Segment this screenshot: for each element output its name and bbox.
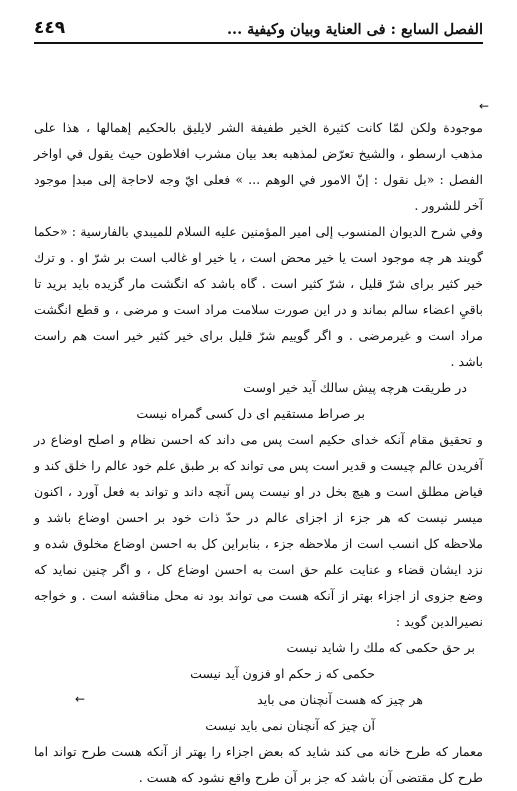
- verse-block-1: [34, 401, 483, 427]
- header-rule: [34, 42, 483, 44]
- continuation-arrow-icon: ←: [478, 99, 489, 113]
- paragraph-4: و تحقيق مقام آنكه خداى حكيم است پس مى داند كه احسن نظام و اصلح اوضاع در آفريدن عالم چيست و قدير است پس مى تواند كه بر طبق علم خود عالم را خلق كند و فياض مطلق است و هيچ بخل در او نيست پس آنچه داند و تواند به فعل آورد ، اكنون ميسر نيست كه هر جزء از اجزاى عالم در حدّ ذات خود بر احسن اوضاع باشد و ملاحظه كل انسب است از ملاحظه جزء ، بنابراين كل به احسن اوضاع مخلوق شده و نزد ايشان قضاء و عنايت علم حق است به احسن اوضاع كل ، و اگر چنين نمايد كه وضع جزوى از اجزاء بهتر از آنكه هست مى تواند بود نه محل مناقشه است . و خواجه نصيرالدين گويد :: [34, 432, 483, 629]
- verse-line-5: آن چيز كه آنچنان نمى بايد نيست: [205, 718, 375, 733]
- paragraph-5: معمار كه طرح خانه مى كند شايد كه بعض اجزاء را بهتر از آنكه هست طرح تواند اما طرح كل مقتضى آن باشد كه جز بر آن طرح واقع نشود كه هست .: [34, 744, 483, 785]
- paragraph-1: موجودة ولكن لمّا كانت كثيرة الخير طفيفة الشر لايليق بالحكيم إهمالها ، هذا على مذهب ارسطو ، والشيخ تعرّض لمذهبه بعد بيان مشرب افلاطون حيث يقول في اواخر الفصل : «بل نقول : إنّ الامور في الوهم ... » فعلى ايّ وجه لاحاجة إلى مبدإ موجود آخر للشرور .: [34, 120, 483, 213]
- running-title: الفصل السابع : فى العناية وبيان وكيفية ...: [226, 21, 483, 38]
- paragraph-3: در طريقت هرچه پيش سالك آيد خير اوست: [243, 380, 467, 395]
- verse-line-3: حكمى كه ز حكم او فزون آيد نيست: [190, 666, 375, 681]
- page-header: [34, 14, 483, 38]
- main-text: [34, 115, 483, 791]
- page-number: ٤٤٩: [34, 18, 66, 38]
- paragraph-2: وفي شرح الديوان المنسوب إلى امير المؤمنين عليه السلام للميبدي بالفارسية : «حكما گويند هر چه موجود است يا خير محض است ، يا خير او غالب است بر شرّ او . و ترك خير كثير براى شرّ قليل ، شرّ كثير است . گاه باشد كه انگشت مار گزيده بايد بريد تا باقيِ اعضاء سالم بماند و در اين صورت سلامت مراد است و مرضى ، و قطع انگشت مراد است و غيرمرضى . و اگر گوييم شرّ قليل براى خير كثير خير است هم راست باشد .: [34, 224, 483, 369]
- verse-line-1: بر صراط مستقيم اى دل كسى گمراه نيست: [136, 406, 365, 421]
- verse-line-4: هر چيز كه هست آنچنان مى بايد: [257, 692, 423, 707]
- verse-block-2: [34, 635, 483, 739]
- continuation-arrow-bottom-icon: ←: [74, 692, 85, 706]
- verse-line-2: بر حق حكمى كه ملك را شايد نيست: [286, 640, 475, 655]
